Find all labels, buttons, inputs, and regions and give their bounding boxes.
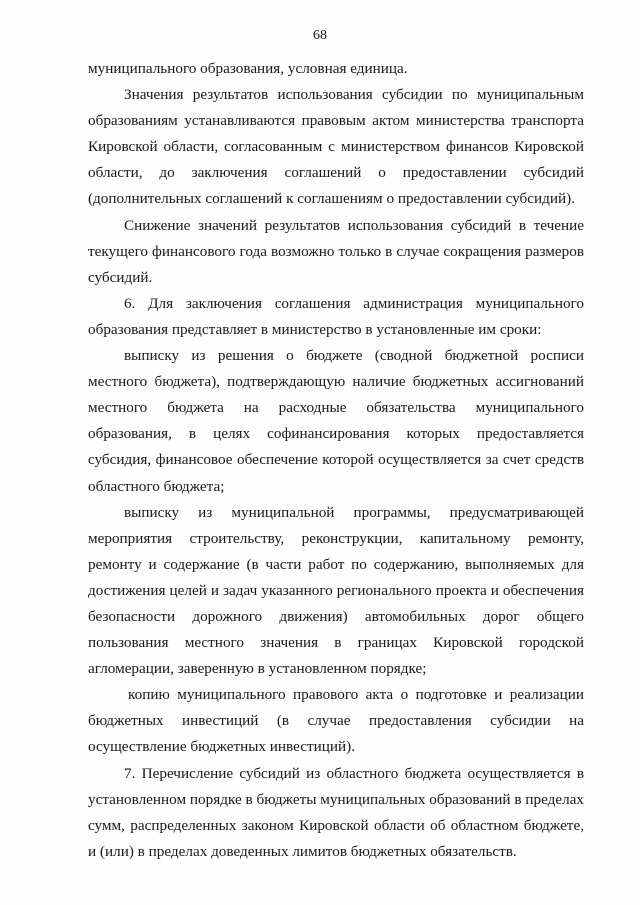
paragraph-result-values: Значения результатов использования субсидии по муниципальным образованиям устанавливаются правовым актом министерства транспорта Кировской области, согласованным с министерством финансов Кировской области, до заключения соглашений о предоставлении субсидий (дополнительных соглашений к соглашениям о предоставлении субсидий). [88,86,584,208]
paragraph-legal-act-copy: копию муниципального правового акта о подготовке и реализации бюджетных инвестиций (в случае предоставления субсидии на осуществление бюджетных инвестиций). [88,686,584,756]
paragraph-budget-extract: выписку из решения о бюджете (сводной бюджетной росписи местного бюджета), подтверждающую наличие бюджетных ассигнований местного бюджета на расходные обязательства муниципального образования, в целях софинансирования которых предоставляется субсидия, финансовое обеспечение которой осуществляется за счет средств областного бюджета; [88,347,584,495]
page-number: 68 [313,28,327,43]
document-body [88,56,584,865]
paragraph-item-6: 6. Для заключения соглашения администрация муниципального образования представляет в министерство в установленные им сроки: [88,294,584,338]
paragraph-program-extract: выписку из муниципальной программы, предусматривающей мероприятия строительству, реконструкции, капитальному ремонту, ремонту и содержание (в части работ по содержанию, выполняемых для достижения целей и задач указанного регионального проекта и обеспечения безопасности дорожного движения) автомобильных дорог общего пользования местного значения в границах Кировской городской агломерации, заверенную в установленном порядке; [88,503,584,678]
paragraph-continuation: муниципального образования, условная единица. [88,60,408,77]
paragraph-item-7: 7. Перечисление субсидий из областного бюджета осуществляется в установленном порядке в бюджеты муниципальных образований в пределах сумм, распределенных законом Кировской области об областном бюджете, и (или) в пределах доведенных лимитов бюджетных обязательств. [88,764,584,860]
paragraph-reduction: Снижение значений результатов использования субсидий в течение текущего финансового года возможно только в случае сокращения размеров субсидий. [88,216,584,286]
